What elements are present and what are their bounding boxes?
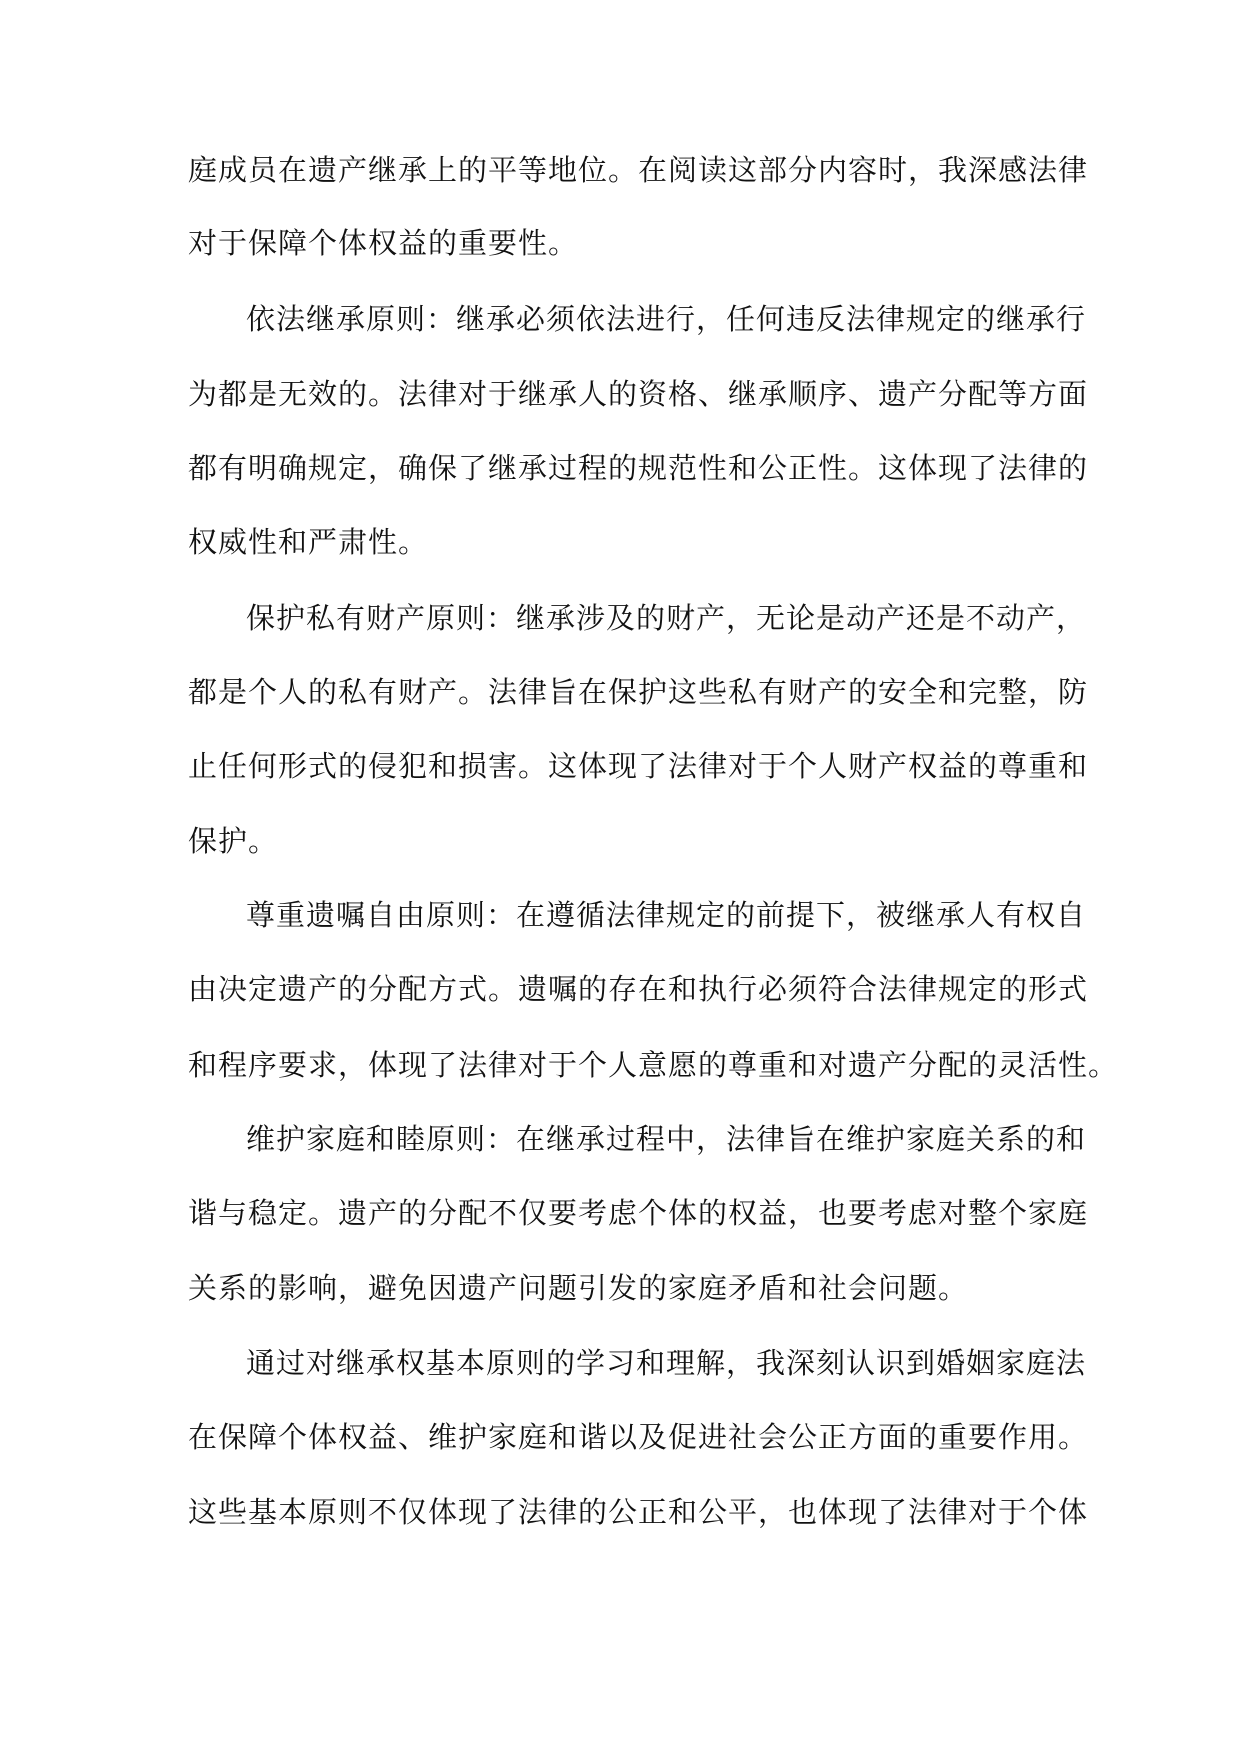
text-line: 和程序要求，体现了法律对于个人意愿的尊重和对遗产分配的灵活性。 [188,1048,1119,1082]
paragraph-first-line: 维护家庭和睦原则：在继承过程中，法律旨在维护家庭关系的和 [246,1122,1087,1156]
text-line: 谐与稳定。遗产的分配不仅要考虑个体的权益，也要考虑对整个家庭 [188,1196,1089,1230]
paragraph-first-line: 尊重遗嘱自由原则：在遵循法律规定的前提下，被继承人有权自 [246,898,1087,932]
text-line: 止任何形式的侵犯和损害。这体现了法律对于个人财产权益的尊重和 [188,749,1089,783]
text-line: 保护。 [188,824,279,858]
text-line: 在保障个体权益、维护家庭和谐以及促进社会公正方面的重要作用。 [188,1420,1089,1454]
text-line: 这些基本原则不仅体现了法律的公正和公平，也体现了法律对于个体 [188,1495,1089,1529]
text-line: 为都是无效的。法律对于继承人的资格、继承顺序、遗产分配等方面 [188,377,1089,411]
text-line: 由决定遗产的分配方式。遗嘱的存在和执行必须符合法律规定的形式 [188,972,1089,1006]
paragraph-first-line: 通过对继承权基本原则的学习和理解，我深刻认识到婚姻家庭法 [246,1346,1087,1380]
text-line: 权威性和严肃性。 [188,525,429,559]
text-line: 庭成员在遗产继承上的平等地位。在阅读这部分内容时，我深感法律 [188,153,1089,187]
paragraph-first-line: 保护私有财产原则：继承涉及的财产，无论是动产还是不动产， [246,601,1087,635]
text-line: 都有明确规定，确保了继承过程的规范性和公正性。这体现了法律的 [188,451,1089,485]
text-line: 关系的影响，避免因遗产问题引发的家庭矛盾和社会问题。 [188,1271,969,1305]
text-line: 都是个人的私有财产。法律旨在保护这些私有财产的安全和完整，防 [188,675,1089,709]
paragraph-first-line: 依法继承原则：继承必须依法进行，任何违反法律规定的继承行 [246,302,1087,336]
text-line: 对于保障个体权益的重要性。 [188,226,579,260]
